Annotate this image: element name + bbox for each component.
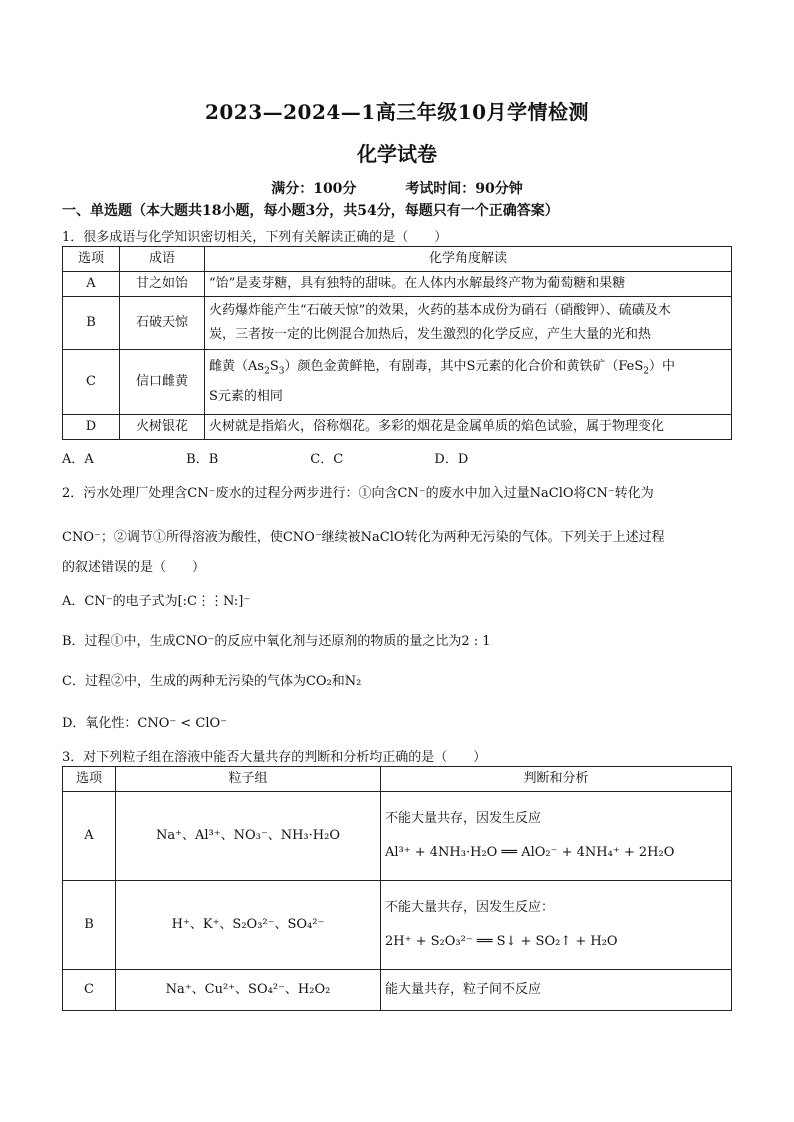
subscript: 2 — [264, 366, 270, 377]
full-score: 满分：100分 — [271, 181, 357, 197]
q1-row-text-line: 炭，三者按一定的比例混合加热后，发生激烈的化学反应，产生大量的光和热 — [209, 327, 652, 342]
text-fragment: ）中 — [649, 358, 676, 374]
q1-row-idiom: 火树银花 — [120, 415, 205, 440]
q2-option-b[interactable]: B．过程①中，生成CNO⁻的反应中氧化剂与还原剂的物质的量之比为2 : 1 — [62, 634, 491, 649]
q1-row-text-line — [209, 354, 727, 385]
q3-row-option: C — [63, 970, 116, 1011]
q1-row-text — [205, 297, 732, 350]
table-row — [63, 970, 732, 1011]
q1-option-d[interactable]: D．D — [434, 452, 469, 467]
formula-fragment: FeS — [618, 358, 644, 374]
subscript: 3 — [278, 366, 285, 377]
q3-header-particles: 粒子组 — [116, 767, 381, 792]
q1-row-option: D — [63, 415, 120, 440]
exam-subtitle: 化学试卷 — [357, 142, 437, 166]
q3-row-particles: H⁺、K⁺、S₂O₃²⁻、SO₄²⁻ — [116, 881, 381, 970]
q3-row-judgement: 不能大量共存，因发生反应： — [385, 900, 555, 915]
q3-table — [62, 766, 732, 1011]
section-heading: 一、单选题（本大题共18小题，每小题3分，共54分，每题只有一个正确答案） — [62, 203, 559, 219]
q3-row-option: A — [63, 792, 116, 881]
q2-stem-line3: 的叙述错误的是（ ） — [62, 560, 206, 575]
q1-option-a[interactable]: A．A — [62, 452, 94, 467]
q1-row-text: “饴”是麦芽糖，具有独特的甜味。在人体内水解最终产物为葡萄糖和果糖 — [205, 272, 732, 297]
q2-option-c[interactable]: C．过程②中，生成的两种无污染的气体为CO₂和N₂ — [62, 674, 362, 689]
table-row — [63, 881, 732, 970]
table-row — [63, 767, 732, 792]
q3-row-particles: Na⁺、Cu²⁺、SO₄²⁻、H₂O₂ — [116, 970, 381, 1011]
q1-row-text: 火树就是指焰火，俗称烟花。多彩的烟花是金属单质的焰色试验，属于物理变化 — [205, 415, 732, 440]
q2-option-a[interactable]: A．CN⁻的电子式为[:C⋮⋮N:]⁻ — [62, 594, 251, 609]
q3-row-analysis: 能大量共存，粒子间不反应 — [381, 970, 732, 1011]
exam-title: 2023—2024—1高三年级10月学情检测 — [204, 100, 590, 124]
q3-row-particles: Na⁺、Al³⁺、NO₃⁻、NH₃·H₂O — [116, 792, 381, 881]
q2-option-d[interactable]: D．氧化性：CNO⁻ < ClO⁻ — [62, 716, 228, 731]
formula-fragment: S — [269, 358, 279, 374]
table-row — [63, 350, 732, 415]
q3-row-analysis — [381, 792, 732, 881]
q3-header-analysis: 判断和分析 — [381, 767, 732, 792]
exam-time: 考试时间：90分钟 — [405, 181, 523, 197]
q1-row-option: A — [63, 272, 120, 297]
q1-row-text-line: 火药爆炸能产生“石破天惊”的效果，火药的基本成份为硝石（硝酸钾）、硫磺及木 — [209, 303, 671, 318]
table-row — [63, 272, 732, 297]
q1-row-text-line: S元素的相同 — [209, 389, 283, 405]
q1-header-idiom: 成语 — [120, 247, 205, 272]
q3-row-judgement: 不能大量共存，因发生反应 — [385, 811, 542, 826]
table-row — [63, 247, 732, 272]
q2-stem-line1: 2．污水处理厂处理含CN⁻废水的过程分两步进行：①向含CN⁻的废水中加入过量NaClO将CN⁻转化为 — [62, 486, 654, 501]
text-fragment: ）颜色金黄鲜艳，有剧毒，其中S元素的化合价和黄铁矿（ — [284, 358, 619, 374]
q1-row-option: C — [63, 350, 120, 415]
table-row — [63, 297, 732, 350]
q1-row-idiom: 石破天惊 — [120, 297, 205, 350]
q3-row-analysis — [381, 881, 732, 970]
q1-stem: 1．很多成语与化学知识密切相关，下列有关解读正确的是（ ） — [62, 230, 448, 245]
q1-table — [62, 246, 732, 440]
q3-row-option: B — [63, 881, 116, 970]
subscript: 2 — [643, 366, 650, 377]
q1-options — [62, 448, 554, 467]
q2-stem-line2: CNO⁻；②调节①所得溶液为酸性，使CNO⁻继续被NaClO转化为两种无污染的气体。下列关于上述过程 — [62, 530, 665, 545]
q1-option-b[interactable]: B．B — [186, 452, 219, 467]
exam-meta — [0, 178, 794, 198]
q3-row-equation: Al³⁺ + 4NH₃·H₂O ══ AlO₂⁻ + 4NH₄⁺ + 2H₂O — [385, 845, 675, 860]
table-row — [63, 792, 732, 881]
q1-header-option: 选项 — [63, 247, 120, 272]
q3-stem: 3．对下列粒子组在溶液中能否大量共存的判断和分析均正确的是（ ） — [62, 750, 487, 765]
table-row — [63, 415, 732, 440]
q1-option-c[interactable]: C．C — [310, 452, 344, 467]
q1-row-option: B — [63, 297, 120, 350]
q1-row-text — [205, 350, 732, 415]
q1-row-idiom: 信口雌黄 — [120, 350, 205, 415]
text-fragment: 雌黄（ — [209, 358, 249, 374]
q3-header-option: 选项 — [63, 767, 116, 792]
q1-header-interpretation: 化学角度解读 — [205, 247, 732, 272]
q3-row-equation: 2H⁺ + S₂O₃²⁻ ══ S↓ + SO₂↑ + H₂O — [385, 934, 618, 949]
q1-row-idiom: 甘之如饴 — [120, 272, 205, 297]
formula-fragment: As — [248, 358, 265, 374]
